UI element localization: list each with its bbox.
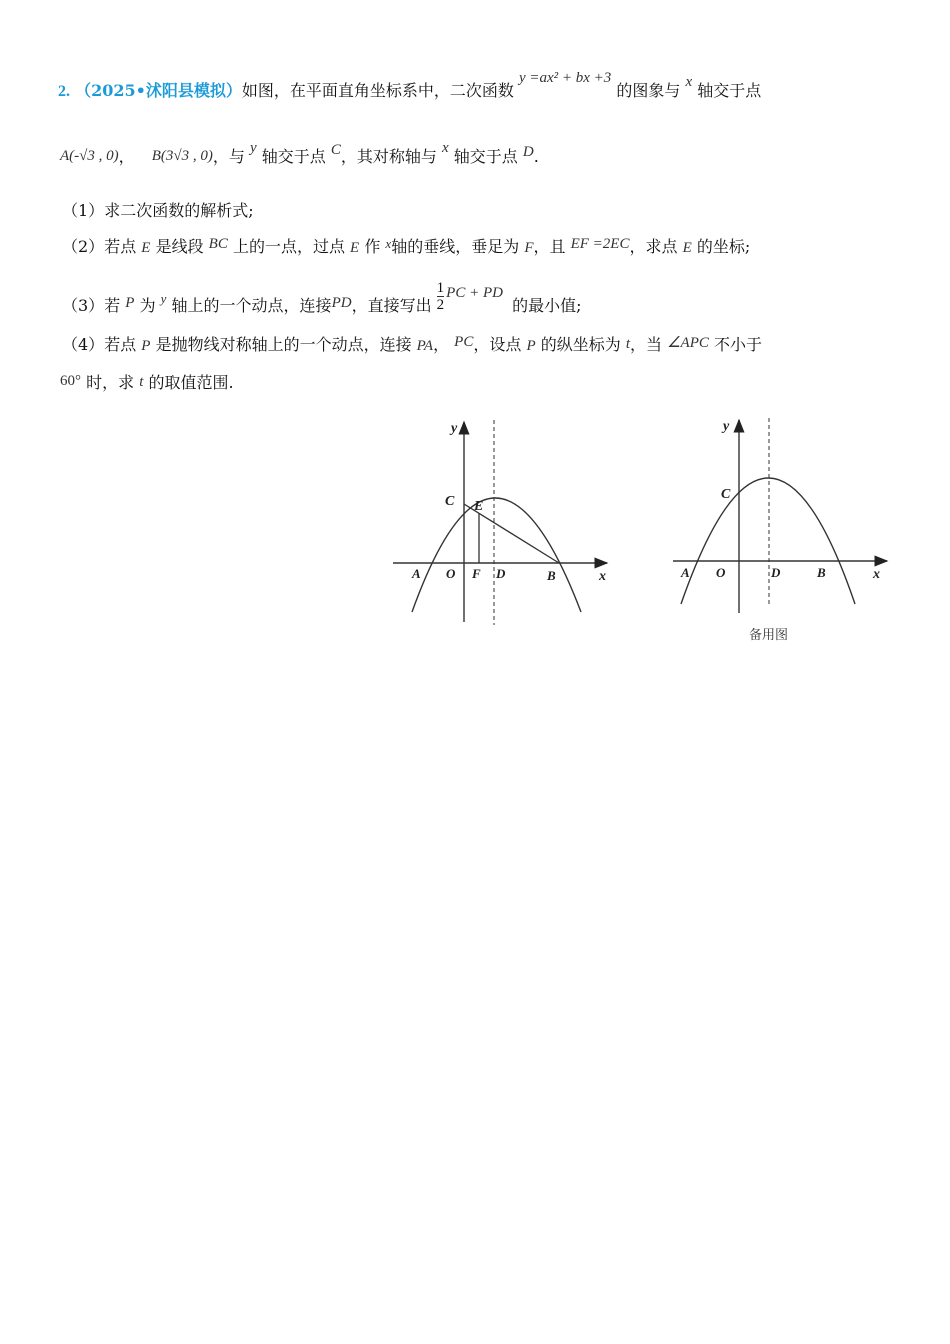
- q4-angle: ∠APC: [667, 335, 709, 351]
- fig1-label-b: B: [547, 568, 556, 583]
- figure-backup: [665, 410, 905, 650]
- q3-text-c: 轴上的一个动点，连接: [171, 296, 332, 315]
- intro-text-e: 轴交于点: [261, 147, 326, 166]
- q3-point-p: P: [125, 295, 135, 311]
- q4-point-p: P: [141, 338, 151, 354]
- q4-text-e: ，当: [630, 335, 663, 354]
- fig1-label-c: C: [445, 494, 455, 509]
- q2-text-c: 上的一点，过点: [232, 237, 345, 256]
- q3-axis-y: y: [160, 291, 167, 306]
- q2-text-b: 是线段: [155, 237, 204, 256]
- q2-segment-bc: BC: [208, 236, 228, 252]
- fig1-label-o: O: [446, 566, 456, 581]
- intro-end: .: [533, 147, 539, 166]
- fig2-label-b: B: [817, 565, 826, 580]
- figure-main: [385, 410, 625, 630]
- q4-text-f: 不小于: [713, 335, 762, 354]
- q3-fraction: [437, 280, 445, 313]
- q2-text-f: ，且: [533, 237, 566, 256]
- axis-y-symbol: y: [249, 140, 257, 156]
- q4-text-a: 若点: [104, 335, 137, 354]
- q2-text-a: 若点: [104, 237, 137, 256]
- q4-degrees: 60°: [60, 373, 81, 389]
- q1-label: （1）: [62, 201, 105, 220]
- q3-text-a: 若: [104, 296, 121, 315]
- q2-text-g: ，求点: [629, 237, 678, 256]
- fig1-label-a: A: [412, 566, 421, 581]
- fig2-label-y: y: [723, 419, 730, 434]
- q2-text-d: 作: [364, 237, 381, 256]
- q2-axis-x: x: [385, 236, 392, 251]
- q3-label: （3）: [62, 296, 105, 315]
- q2-point-f: F: [524, 240, 534, 256]
- point-b-coords: B(3√3 , 0): [151, 148, 213, 164]
- q3-frac-num: 1: [436, 280, 445, 296]
- problem-source: （2025•沭阳县模拟）: [75, 81, 242, 100]
- axis-x-symbol: x: [685, 74, 693, 90]
- q3-text-b: 为: [139, 296, 156, 315]
- q1-text: 求二次函数的解析式;: [104, 201, 254, 220]
- intro-text-c: 轴交于点: [697, 81, 762, 100]
- point-d-label: D: [522, 144, 534, 160]
- q3-text-d: ，直接写出: [351, 296, 432, 315]
- fig1-label-f: F: [472, 566, 481, 581]
- q4-text-d: 的纵坐标为: [540, 335, 621, 354]
- fig2-caption: 备用图: [749, 628, 789, 643]
- axis-x-symbol-2: x: [441, 140, 449, 156]
- question-1: [62, 200, 254, 222]
- q4-segment-pa: PA: [416, 338, 434, 354]
- intro-text-d: ，与: [212, 147, 245, 166]
- fig2-parabola: [681, 478, 855, 604]
- fig1-label-d: D: [496, 566, 506, 581]
- intro-text-g: 轴交于点: [453, 147, 518, 166]
- point-c-label: C: [330, 142, 341, 158]
- fig1-parabola: [412, 498, 581, 612]
- q2-text-h: 的坐标;: [696, 237, 751, 256]
- q3-text-e: 的最小值;: [512, 296, 582, 315]
- q3-segment-pd: PD: [331, 295, 352, 311]
- q4-var-t: t: [625, 336, 630, 352]
- question-3: [62, 280, 582, 323]
- q4-var-t-2: t: [139, 374, 144, 390]
- intro-text-f: ，其对称轴与: [340, 147, 437, 166]
- q2-point-e: E: [141, 240, 151, 256]
- fig2-label-a: A: [681, 565, 690, 580]
- q4-segment-pc: PC: [454, 334, 474, 350]
- q4-text-h: 的取值范围.: [148, 373, 234, 392]
- question-2: [62, 236, 750, 259]
- fig1-label-y: y: [451, 421, 458, 436]
- q3-expression: PC + PD: [446, 285, 503, 301]
- intro-text-a: 如图，在平面直角坐标系中，二次函数: [241, 81, 514, 100]
- q2-point-e-2: E: [350, 240, 360, 256]
- question-4: （4）若点 P 是抛物线对称轴上的一个动点，连接 PA， PC，设点 P 的纵坐标为 t，当 ∠APC 不小于: [62, 334, 762, 354]
- q2-text-e: 轴的垂线，垂足为: [391, 237, 520, 256]
- fig2-label-o: O: [716, 565, 726, 580]
- q4-label: （4）: [62, 335, 105, 354]
- problem-number: 2.: [58, 83, 70, 100]
- fig1-label-e: E: [474, 499, 484, 514]
- problem-points-line: A(-√3 , 0)， B(3√3 , 0)，与 y 轴交于点 C，其对称轴与 x 轴交于点 D.: [60, 140, 539, 166]
- problem-intro-line: [58, 70, 762, 103]
- fig2-label-d: D: [771, 565, 781, 580]
- q4-text-g: 时，求: [86, 373, 135, 392]
- q2-point-e-3: E: [682, 240, 692, 256]
- point-a-coords: A(-√3 , 0): [60, 148, 119, 164]
- intro-text-b: 的图象与: [616, 81, 681, 100]
- question-4-cont: [60, 372, 234, 395]
- fig2-label-x: x: [873, 567, 880, 582]
- q2-label: （2）: [62, 237, 105, 256]
- function-formula: y =ax² + bx +3: [518, 70, 612, 86]
- fig2-label-c: C: [721, 487, 731, 502]
- fig1-label-x: x: [599, 569, 606, 584]
- q4-text-b: 是抛物线对称轴上的一个动点，连接: [155, 335, 412, 354]
- q2-condition: EF =2EC: [570, 236, 630, 252]
- q4-point-p-2: P: [526, 338, 536, 354]
- q3-frac-den: 2: [436, 297, 445, 313]
- q4-text-c: ，设点: [473, 335, 522, 354]
